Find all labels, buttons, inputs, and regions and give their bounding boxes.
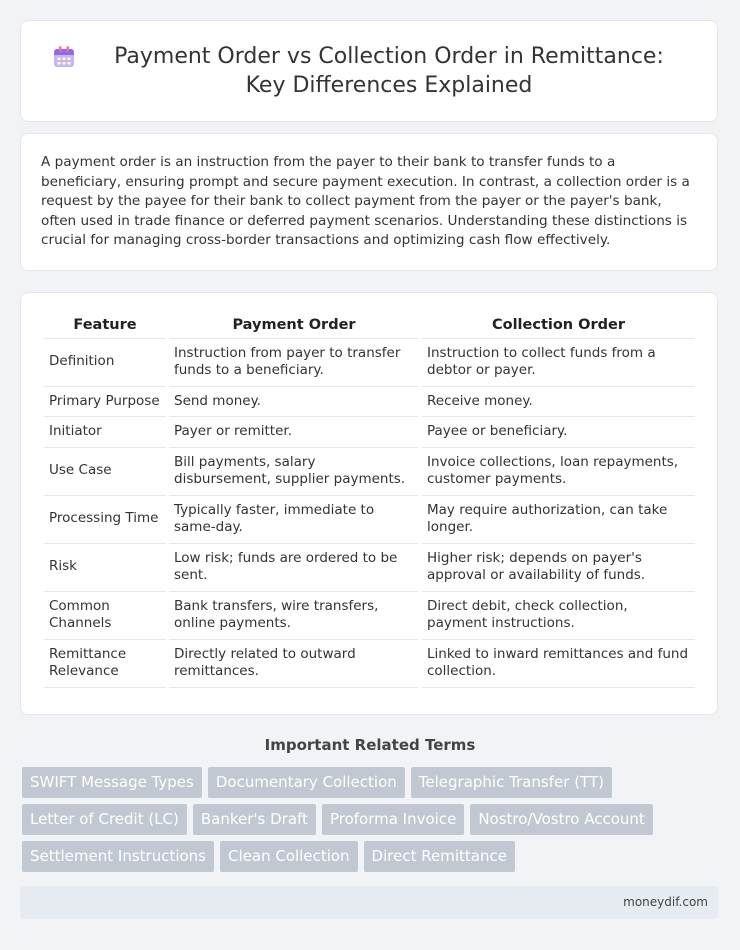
term-tag[interactable]: Banker's Draft [193, 804, 316, 835]
footer-site[interactable]: moneydif.com [623, 895, 708, 909]
payment-order-cell: Typically faster, immediate to same-day. [169, 496, 419, 544]
feature-cell: Primary Purpose [44, 387, 166, 418]
table-row [44, 339, 695, 387]
payment-order-cell: Instruction from payer to transfer funds to a beneficiary. [169, 339, 419, 387]
collection-order-cell: Instruction to collect funds from a debtor or payer. [422, 339, 695, 387]
header-feature: Feature [44, 315, 166, 339]
payment-order-cell: Low risk; funds are ordered to be sent. [169, 544, 419, 592]
feature-cell: Risk [44, 544, 166, 592]
collection-order-cell: May require authorization, can take longer. [422, 496, 695, 544]
term-tag[interactable]: Proforma Invoice [322, 804, 464, 835]
collection-order-cell: Payee or beneficiary. [422, 417, 695, 448]
term-tag[interactable]: Clean Collection [220, 841, 358, 872]
payment-order-cell: Bill payments, salary disbursement, supplier payments. [169, 448, 419, 496]
collection-order-cell: Receive money. [422, 387, 695, 418]
payment-order-cell: Payer or remitter. [169, 417, 419, 448]
table-row [44, 448, 695, 496]
table-row [44, 417, 695, 448]
related-terms-list [22, 767, 722, 878]
header-collection-order: Collection Order [422, 315, 695, 339]
term-tag[interactable]: Nostro/Vostro Account [470, 804, 652, 835]
term-tag[interactable]: Letter of Credit (LC) [22, 804, 187, 835]
page-title: Payment Order vs Collection Order in Remittance: Key Differences Explained [114, 44, 664, 98]
term-tag[interactable]: Documentary Collection [208, 767, 405, 798]
collection-order-cell: Linked to inward remittances and fund collection. [422, 640, 695, 688]
table-row [44, 640, 695, 688]
table-row [44, 544, 695, 592]
header-payment-order: Payment Order [169, 315, 419, 339]
term-tag[interactable]: SWIFT Message Types [22, 767, 202, 798]
tag-row [22, 804, 722, 835]
feature-cell: Use Case [44, 448, 166, 496]
term-tag[interactable]: Direct Remittance [364, 841, 515, 872]
intro-card [20, 133, 718, 271]
term-tag[interactable]: Telegraphic Transfer (TT) [411, 767, 612, 798]
feature-cell: Definition [44, 339, 166, 387]
term-tag[interactable]: Settlement Instructions [22, 841, 214, 872]
collection-order-cell: Higher risk; depends on payer's approval or availability of funds. [422, 544, 695, 592]
collection-order-cell: Invoice collections, loan repayments, customer payments. [422, 448, 695, 496]
calendar-icon [51, 44, 77, 70]
payment-order-cell: Send money. [169, 387, 419, 418]
table-row [44, 592, 695, 640]
feature-cell: Initiator [44, 417, 166, 448]
feature-cell: Remittance Relevance [44, 640, 166, 688]
comparison-card [20, 292, 718, 715]
feature-cell: Processing Time [44, 496, 166, 544]
collection-order-cell: Direct debit, check collection, payment instructions. [422, 592, 695, 640]
table-header-row [44, 315, 695, 339]
feature-cell: Common Channels [44, 592, 166, 640]
tag-row [22, 841, 722, 872]
footer [20, 886, 718, 919]
title-card [20, 20, 718, 122]
table-row [44, 496, 695, 544]
tag-row [22, 767, 722, 798]
table-row [44, 387, 695, 418]
intro-paragraph: A payment order is an instruction from the payer to their bank to transfer funds to a beneficiary, ensuring prompt and secure payment execution. In contrast, a collection order is a request by the payee for their bank to collect payment from the payer or the payer's bank, often used in trade finance or deferred payment scenarios. Understanding these distinctions is crucial for managing cross-border transactions and optimizing cash flow effectively. [41, 154, 690, 248]
comparison-table [41, 315, 698, 688]
related-terms-heading: Important Related Terms [264, 736, 476, 754]
payment-order-cell: Directly related to outward remittances. [169, 640, 419, 688]
payment-order-cell: Bank transfers, wire transfers, online payments. [169, 592, 419, 640]
